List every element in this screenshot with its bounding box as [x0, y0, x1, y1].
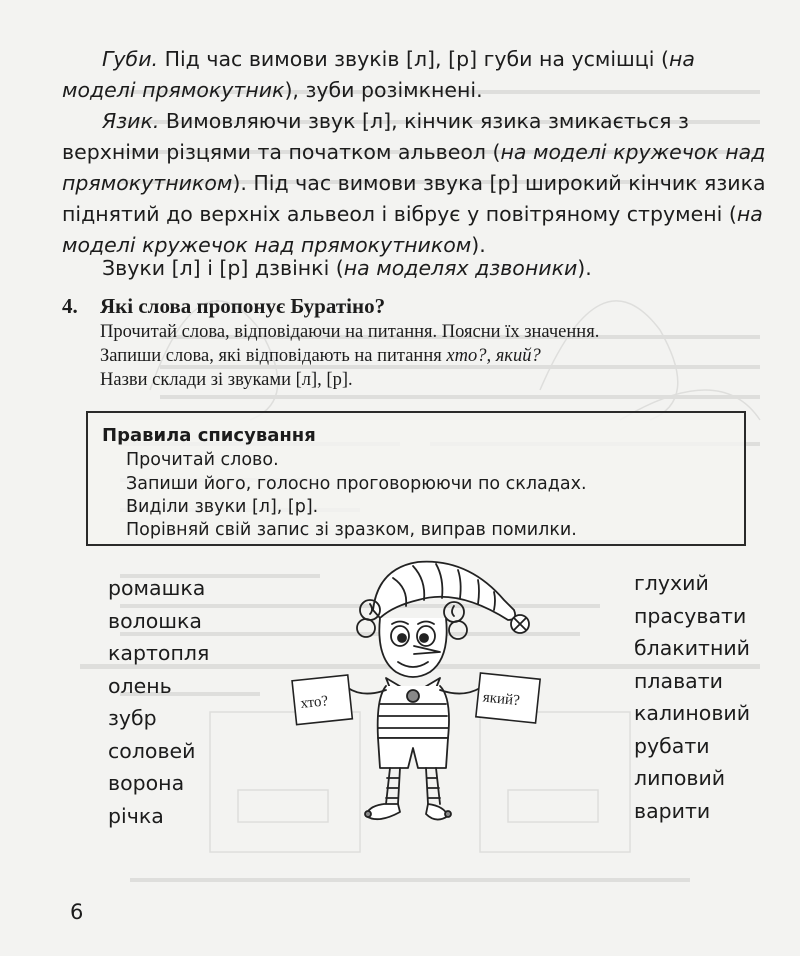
word-list-left — [108, 572, 209, 832]
task-title: Які слова пропонує Буратіно? — [100, 294, 386, 318]
buratino-illustration — [268, 548, 568, 838]
rules-title: Правила списування — [102, 425, 316, 446]
sign-who-text: хто? — [299, 693, 329, 713]
task-heading — [62, 292, 762, 320]
voiced-text-1: Звуки [л] і [р] дзвінкі ( — [102, 256, 344, 280]
word-item: рубати — [634, 733, 710, 758]
task-number: 4. — [62, 294, 78, 318]
sign-which — [476, 673, 540, 723]
lips-label: Губи. — [102, 47, 159, 71]
word-item: блакитний — [634, 636, 751, 660]
rule-item: Запиши його, голосно проговорюючи по складах. — [126, 474, 587, 494]
left-shoe — [366, 804, 400, 819]
tongue-label: Язик. — [102, 109, 160, 133]
task-instruction-3: Назви склади зі звуками [л], [р]. — [100, 370, 353, 390]
voiced-model: на моделях дзвоники — [343, 256, 578, 280]
word-item: липовий — [634, 766, 726, 790]
sign-who — [292, 675, 352, 725]
lips-model: на моделі прямокутник — [62, 47, 695, 102]
tongue-model-1: на моделі кружечок над прямокутником — [62, 140, 766, 195]
word-item: калиновий — [634, 701, 751, 725]
tongue-text-2: ). Під час вимови звука [р] широкий кінчик язика піднятий до верхніх альвеол і вібрує у повітряному струмені ( — [62, 171, 766, 226]
sign-which-text: який? — [482, 689, 521, 710]
task-instruction-1: Прочитай слова, відповідаючи на питання. Поясни їх значення. — [100, 322, 600, 342]
flower — [407, 690, 419, 702]
rule-item: Виділи звуки [л], [р]. — [126, 497, 319, 517]
tongue-paragraph — [62, 106, 770, 261]
page-number: 6 — [70, 900, 84, 924]
word-item: варити — [634, 798, 711, 823]
task-instruction-2 — [100, 344, 762, 368]
word-item: плавати — [634, 668, 723, 693]
lips-text-1: Під час вимови звуків [л], [р] губи на усмішці ( — [158, 47, 669, 71]
right-shoe — [426, 804, 448, 820]
rule-item: Порівняй свій запис зі зразком, виправ помилки. — [126, 520, 577, 540]
rule-item: Прочитай слово. — [126, 450, 279, 470]
word-item: волошка — [108, 608, 202, 633]
word-item: глухий — [634, 571, 709, 595]
task-instruction-2-questions: хто?, який? — [446, 346, 541, 366]
word-item: прасувати — [634, 603, 747, 628]
word-list-right — [634, 567, 750, 827]
task-4 — [62, 292, 762, 392]
voiced-paragraph — [62, 253, 770, 284]
lips-text-2: ), зуби розімкнені. — [284, 78, 483, 102]
task-instruction-2-text: Запиши слова, які відповідають на питання — [100, 346, 447, 366]
lips-paragraph — [62, 44, 770, 106]
word-item: річка — [108, 803, 164, 828]
word-item: картопля — [108, 641, 210, 665]
word-item: олень — [108, 673, 172, 698]
tongue-text-1: Вимовляючи звук [л], кінчик язика змикається з верхніми різцями та початком альвеол ( — [62, 109, 689, 164]
face — [379, 618, 446, 677]
word-item: ромашка — [108, 576, 206, 600]
tongue-text-3: ). — [471, 233, 486, 257]
voiced-text-2: ). — [577, 256, 592, 280]
copying-rules-box — [86, 411, 746, 546]
word-item: соловей — [108, 738, 196, 763]
word-item: ворона — [108, 771, 185, 795]
word-item: зубр — [108, 706, 157, 730]
tongue-model-2: на моделі кружечок над прямокутником — [62, 202, 763, 257]
